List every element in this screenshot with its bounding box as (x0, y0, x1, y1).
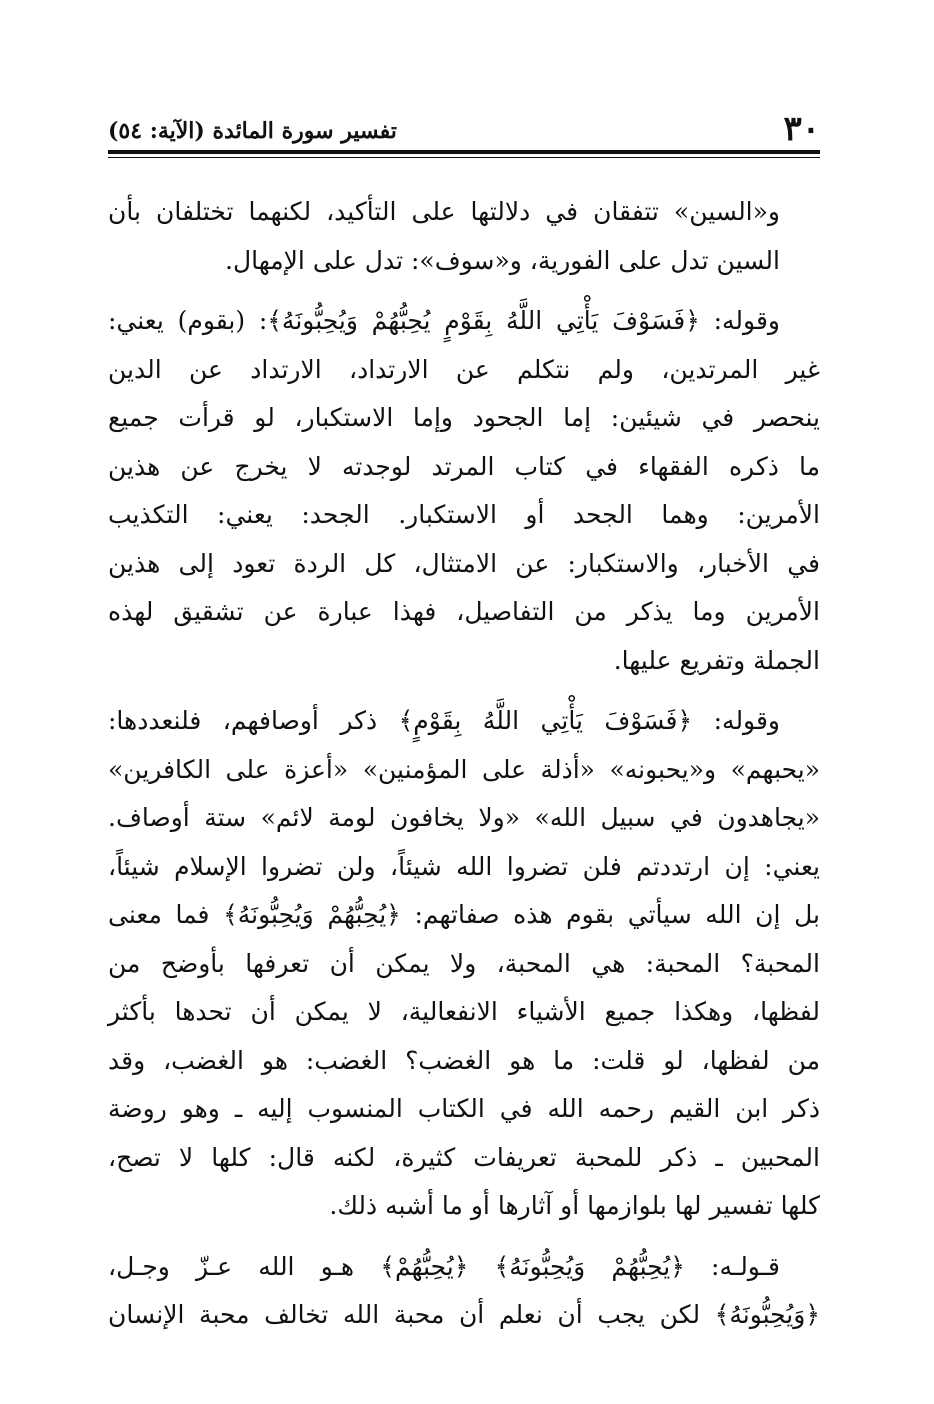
text-line: «يحبهم» و«يحبونه» «أذلة على المؤمنين» «أعزة على الكافرين» (108, 754, 820, 784)
running-title: تفسير سورة المائدة (الآية: ٥٤) (108, 118, 397, 144)
text-line: و«السين» تتفقان في دلالتها على التأكيد، لكنهما تختلفان بأن (108, 197, 780, 226)
text-line: «يجاهدون في سبيل الله» «ولا يخافون لومة لائم» ستة أوصاف. (108, 803, 820, 832)
paragraph-1 (108, 188, 820, 285)
text-line: غير المرتدين، ولم نتكلم عن الارتداد، الارتداد عن الدين (108, 354, 820, 384)
text-line: السين تدل على الفورية، و«سوف»: تدل على الإمهال. (225, 245, 780, 275)
text-line: لفظها، وهكذا جميع الأشياء الانفعالية، لا يمكن أن تحدها بأكثر (108, 997, 820, 1026)
text-line: وقوله: ﴿فَسَوْفَ يَأْتِي اللَّهُ بِقَوْمٍ﴾ ذكر أوصافهم، فلنعددها: (108, 706, 780, 735)
text-line: وقوله: ﴿فَسَوْفَ يَأْتِي اللَّهُ بِقَوْمٍ يُحِبُّهُمْ وَيُحِبُّونَهُ﴾: (بقوم) يعني: (108, 306, 780, 335)
page-header (108, 109, 820, 150)
text-line: من لفظها، لو قلت: ما هو الغضب؟ الغضب: هو الغضب، وقد (108, 1045, 820, 1075)
body-text (108, 188, 820, 1352)
header-rule-thick (108, 150, 820, 154)
page-number: ٣٠ (783, 109, 820, 149)
text-line: قـولـه: ﴿يُحِبُّهُمْ وَيُحِبُّونَهُ﴾ ﴿يُحِبُّهُمْ﴾ هـو الله عـزّ وجـل، (108, 1251, 780, 1281)
text-line: المحبين ـ ذكر للمحبة تعريفات كثيرة، لكنه قال: كلها لا تصح، (108, 1142, 820, 1172)
header-rule-thin (108, 157, 820, 158)
text-line: ذكر ابن القيم رحمه الله في الكتاب المنسوب إليه ـ وهو روضة (108, 1094, 820, 1123)
text-line: ينحصر في شيئين: إما الجحود وإما الاستكبار، لو قرأت جميع (108, 403, 821, 432)
text-line: يعني: إن ارتددتم فلن تضروا الله شيئاً، ولن تضروا الإسلام شيئاً، (108, 851, 820, 881)
text-line: المحبة؟ المحبة: هي المحبة، ولا يمكن أن تعرفها بأوضح من (108, 948, 820, 978)
text-line: ما ذكره الفقهاء في كتاب المرتد لوجدته لا يخرج عن هذين (108, 451, 820, 481)
text-line: كلها تفسير لها بلوازمها أو آثارها أو ما أشبه ذلك. (329, 1191, 820, 1220)
text-line: الأمرين: وهما الجحد أو الاستكبار. الجحد: يعني: التكذيب (108, 500, 820, 529)
text-line: في الأخبار، والاستكبار: عن الامتثال، كل الردة تعود إلى هذين (108, 548, 820, 578)
text-line: ﴿وَيُحِبُّونَهُ﴾ لكن يجب أن نعلم أن محبة الله تخالف محبة الإنسان (108, 1300, 820, 1329)
paragraph-4 (108, 1243, 820, 1340)
paragraph-3 (108, 697, 820, 1231)
text-line: الجملة وتفريع عليها. (613, 645, 820, 675)
paragraph-2 (108, 297, 820, 685)
text-line: بل إن الله سيأتي بقوم هذه صفاتهم: ﴿يُحِبُّهُمْ وَيُحِبُّونَهُ﴾ فما معنى (108, 900, 820, 929)
text-line: الأمرين وما يذكر من التفاصيل، فهذا عبارة عن تشقيق لهذه (108, 597, 820, 626)
